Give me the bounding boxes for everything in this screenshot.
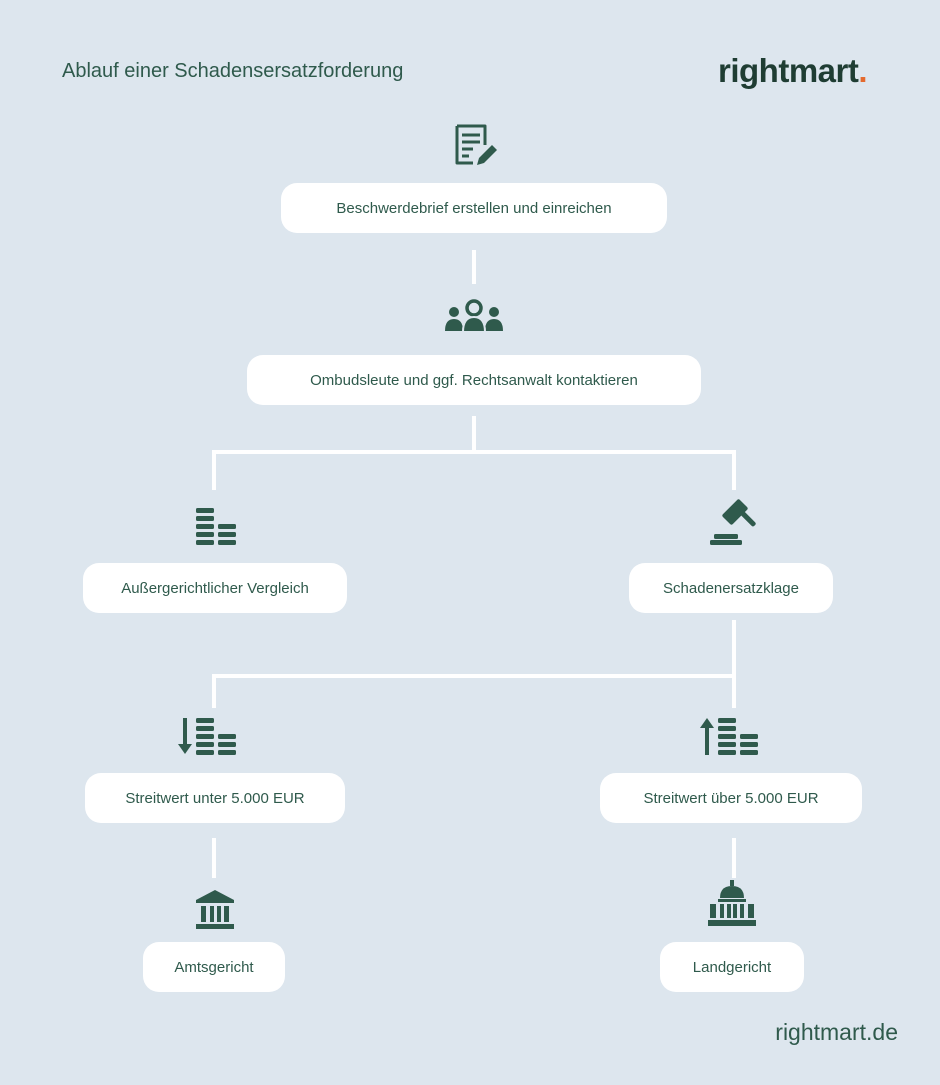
node-out-of-court-settlement: Außergerichtlicher Vergleich [83, 563, 347, 613]
people-group-icon [444, 298, 504, 339]
node-contact-ombudsman: Ombudsleute und ggf. Rechtsanwalt kontaktieren [247, 355, 701, 405]
node-regional-court: Landgericht [660, 942, 804, 992]
document-pen-icon [451, 123, 499, 174]
domed-courthouse-icon [708, 880, 756, 933]
node-value-over-5000: Streitwert über 5.000 EUR [600, 773, 862, 823]
page-title: Ablauf einer Schadensersatzforderung [62, 60, 404, 82]
footer-url: rightmart.de [775, 1019, 898, 1045]
node-damages-lawsuit: Schadenersatzklage [629, 563, 833, 613]
logo-dot: . [858, 52, 868, 89]
coins-arrow-down-icon [178, 716, 240, 761]
node-district-court: Amtsgericht [143, 942, 285, 992]
gavel-icon [708, 498, 758, 551]
logo-text: rightmart [718, 52, 859, 89]
coins-arrow-up-icon [700, 716, 762, 761]
coin-stacks-icon [194, 506, 238, 551]
node-complaint-letter: Beschwerdebrief erstellen und einreichen [281, 183, 667, 233]
courthouse-icon [194, 888, 236, 935]
node-value-under-5000: Streitwert unter 5.000 EUR [85, 773, 345, 823]
